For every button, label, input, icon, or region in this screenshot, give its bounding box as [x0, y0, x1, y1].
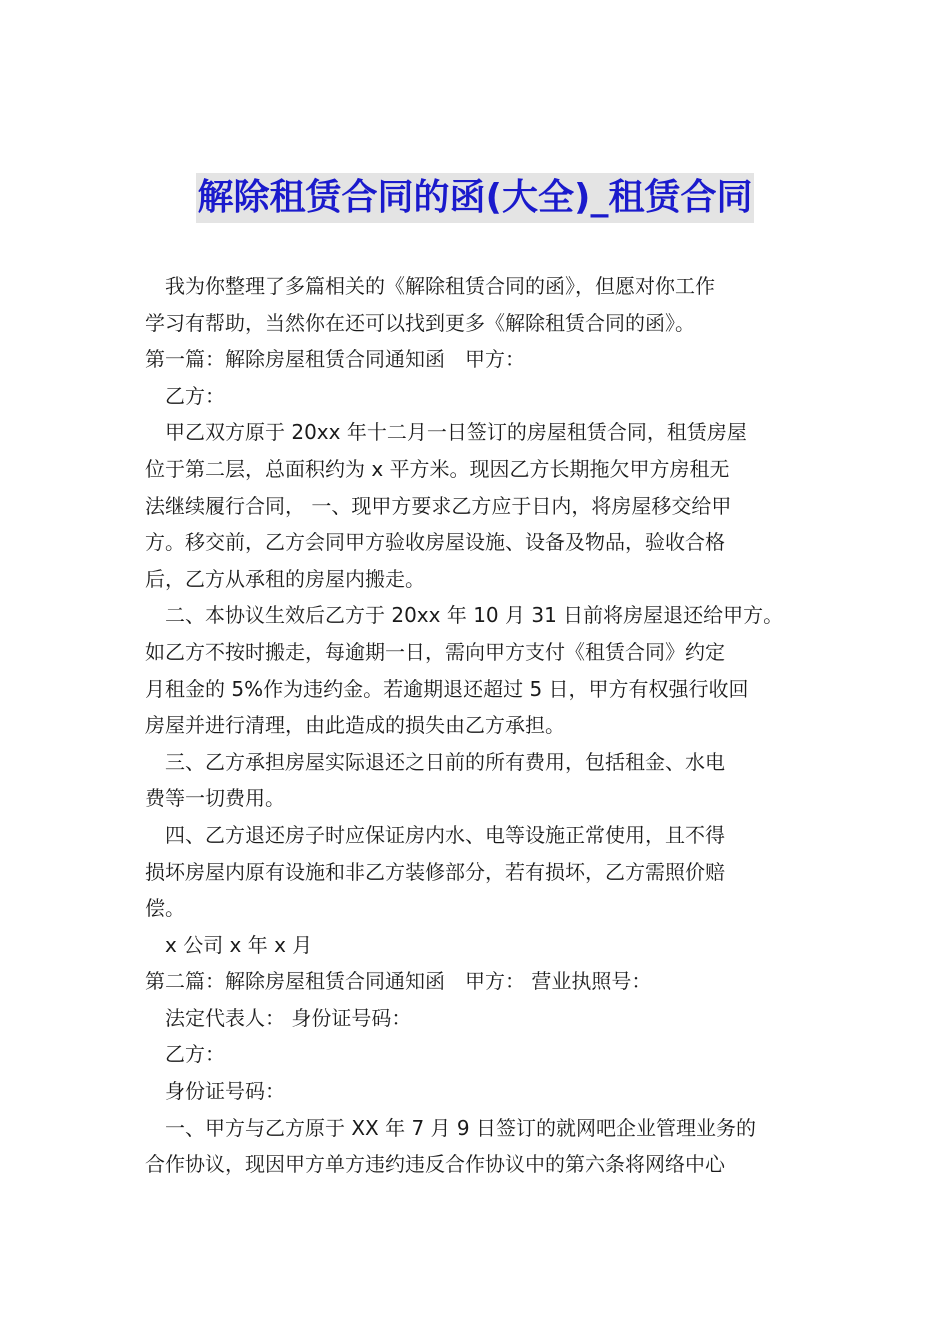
body-line: 方。移交前，乙方会同甲方验收房屋设施、设备及物品，验收合格	[145, 530, 725, 555]
body-line: 位于第二层，总面积约为 x 平方米。现因乙方长期拖欠甲方房租无	[145, 456, 730, 481]
signature-line: x 公司 x 年 x 月	[165, 932, 313, 957]
body-line: 一、甲方与乙方原于 XX 年 7 月 9 日签订的就网吧企业管理业务的	[165, 1115, 756, 1140]
body-line: 损坏房屋内原有设施和非乙方装修部分，若有损坏，乙方需照价赔	[145, 859, 725, 884]
body-line: 如乙方不按时搬走，每逾期一日，需向甲方支付《租赁合同》约定	[145, 639, 725, 664]
body-line: 三、乙方承担房屋实际退还之日前的所有费用，包括租金、水电	[165, 749, 725, 774]
body-line: 乙方：	[165, 383, 225, 408]
body-line: 偿。	[145, 896, 185, 921]
body-line: 房屋并进行清理，由此造成的损失由乙方承担。	[145, 713, 565, 738]
section-heading: 第一篇：解除房屋租赁合同通知函 甲方：	[145, 347, 525, 372]
body-line: 学习有帮助，当然你在还可以找到更多《解除租赁合同的函》。	[145, 310, 695, 335]
section-heading: 第二篇：解除房屋租赁合同通知函 甲方： 营业执照号：	[145, 969, 652, 994]
body-line: 法定代表人： 身份证号码：	[165, 1005, 412, 1030]
document-body	[145, 268, 825, 1183]
title-wrap	[0, 173, 950, 223]
body-line: 后，乙方从承租的房屋内搬走。	[145, 566, 425, 591]
body-line: 月租金的 5%作为违约金。若逾期退还超过 5 日，甲方有权强行收回	[145, 676, 749, 701]
body-line: 乙方：	[165, 1042, 225, 1067]
body-line: 身份证号码：	[165, 1079, 285, 1104]
body-line: 合作协议，现因甲方单方违约违反合作协议中的第六条将网络中心	[145, 1152, 725, 1177]
body-line: 四、乙方退还房子时应保证房内水、电等设施正常使用，且不得	[165, 822, 725, 847]
body-line: 二、本协议生效后乙方于 20xx 年 10 月 31 日前将房屋退还给甲方。	[165, 603, 784, 628]
document-title: 解除租赁合同的函(大全)_租赁合同	[196, 173, 755, 223]
body-line: 甲乙双方原于 20xx 年十二月一日签订的房屋租赁合同，租赁房屋	[165, 420, 747, 445]
body-line: 法继续履行合同， 一、现甲方要求乙方应于日内，将房屋移交给甲	[145, 493, 732, 518]
body-line: 费等一切费用。	[145, 786, 285, 811]
body-line: 我为你整理了多篇相关的《解除租赁合同的函》，但愿对你工作	[165, 274, 715, 298]
